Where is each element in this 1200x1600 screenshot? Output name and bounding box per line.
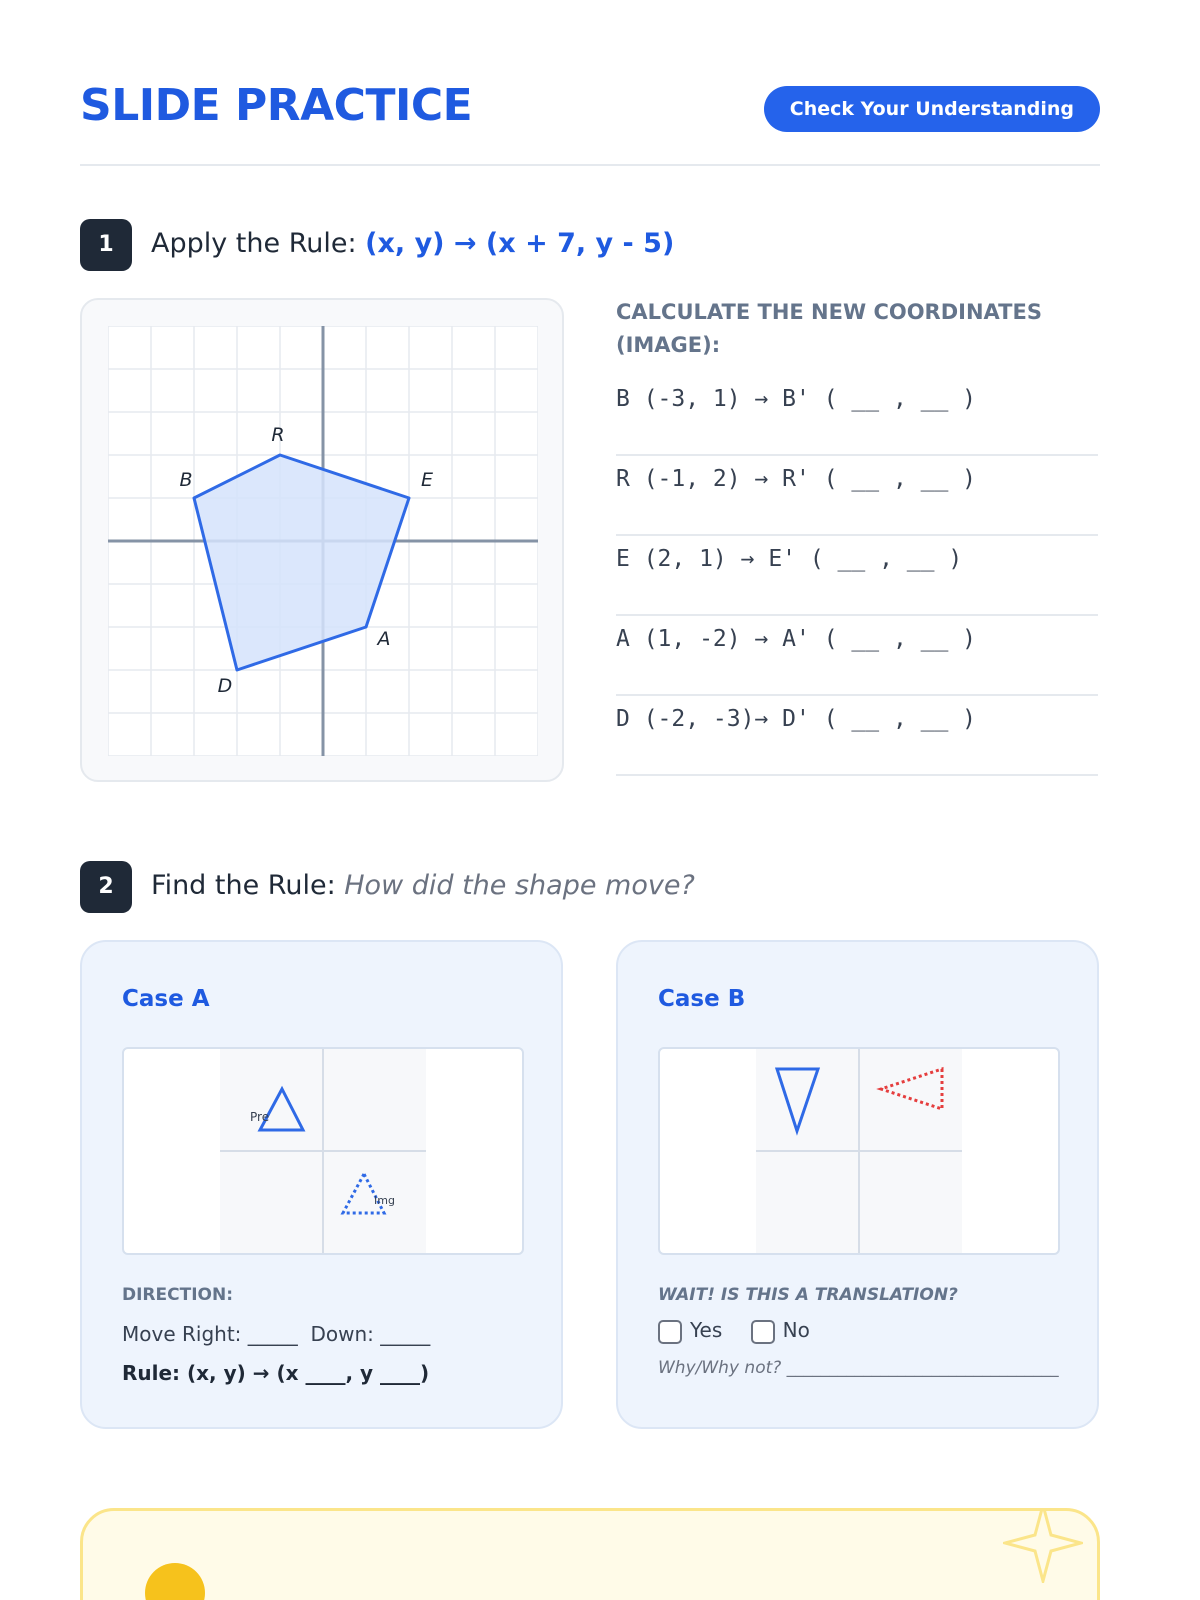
no-option[interactable] <box>751 1318 810 1344</box>
why-field[interactable]: Why/Why not? ________________________________ <box>658 1358 1059 1378</box>
translation-question: WAIT! IS THIS A TRANSLATION? <box>658 1285 958 1305</box>
img-label: Img <box>374 1194 395 1207</box>
vertex-label-d: D <box>217 675 233 697</box>
section-1-rule: (x, y) → (x + 7, y - 5) <box>365 228 675 259</box>
coord-row-b[interactable]: B (-3, 1) → B' ( __ , __ ) <box>616 376 1098 456</box>
section-1-title <box>151 228 674 259</box>
case-a-card <box>80 940 563 1429</box>
no-label: No <box>782 1318 810 1342</box>
section-2-subtitle: How did the shape move? <box>344 870 695 901</box>
coord-row-r[interactable]: R (-1, 2) → R' ( __ , __ ) <box>616 456 1098 536</box>
case-b-title: Case B <box>658 986 746 1012</box>
section-1-badge: 1 <box>80 219 132 271</box>
rule-line <box>122 1361 429 1385</box>
star-decoration-icon <box>1003 1508 1083 1583</box>
page-title: SLIDE PRACTICE <box>80 80 473 131</box>
coord-row-d[interactable]: D (-2, -3)→ D' ( __ , __ ) <box>616 696 1098 776</box>
check-understanding-button[interactable]: Check Your Understanding <box>764 86 1100 132</box>
yes-no-options <box>658 1318 832 1344</box>
yes-label: Yes <box>690 1318 723 1342</box>
coord-row-e[interactable]: E (2, 1) → E' ( __ , __ ) <box>616 536 1098 616</box>
movement-line <box>122 1322 430 1346</box>
yes-checkbox[interactable] <box>658 1320 682 1344</box>
section-2-title-prefix: Find the Rule: <box>151 870 345 901</box>
case-b-grid <box>658 1047 1060 1255</box>
direction-label: DIRECTION: <box>122 1285 234 1305</box>
down-field[interactable]: Down: _____ <box>310 1322 431 1346</box>
coordinate-graph <box>108 326 538 756</box>
page-header <box>80 78 1100 166</box>
case-b-card <box>616 940 1099 1429</box>
vertex-label-a: A <box>377 628 391 650</box>
section-1-title-prefix: Apply the Rule: <box>151 228 366 259</box>
calculate-label: CALCULATE THE NEW COORDINATES (IMAGE): <box>616 300 1042 357</box>
case-a-diagram <box>124 1049 522 1253</box>
no-checkbox[interactable] <box>751 1320 775 1344</box>
case-b-diagram <box>660 1049 1058 1253</box>
coordinate-graph-card <box>80 298 564 782</box>
tip-box <box>80 1508 1100 1600</box>
coord-row-a[interactable]: A (1, -2) → A' ( __ , __ ) <box>616 616 1098 696</box>
case-a-grid <box>122 1047 524 1255</box>
yes-option[interactable] <box>658 1318 722 1344</box>
move-right-field[interactable]: Move Right: _____ <box>122 1322 298 1346</box>
pre-label: Pre <box>250 1110 270 1124</box>
section-2-badge: 2 <box>80 861 132 913</box>
vertex-label-r: R <box>271 424 285 446</box>
vertex-label-b: B <box>179 469 193 491</box>
section-2-title <box>151 870 695 901</box>
lightbulb-icon <box>145 1563 205 1600</box>
case-a-title: Case A <box>122 986 210 1012</box>
rule-field[interactable]: Rule: (x, y) → (x ____, y ____) <box>122 1361 430 1385</box>
vertex-label-e: E <box>420 469 434 491</box>
